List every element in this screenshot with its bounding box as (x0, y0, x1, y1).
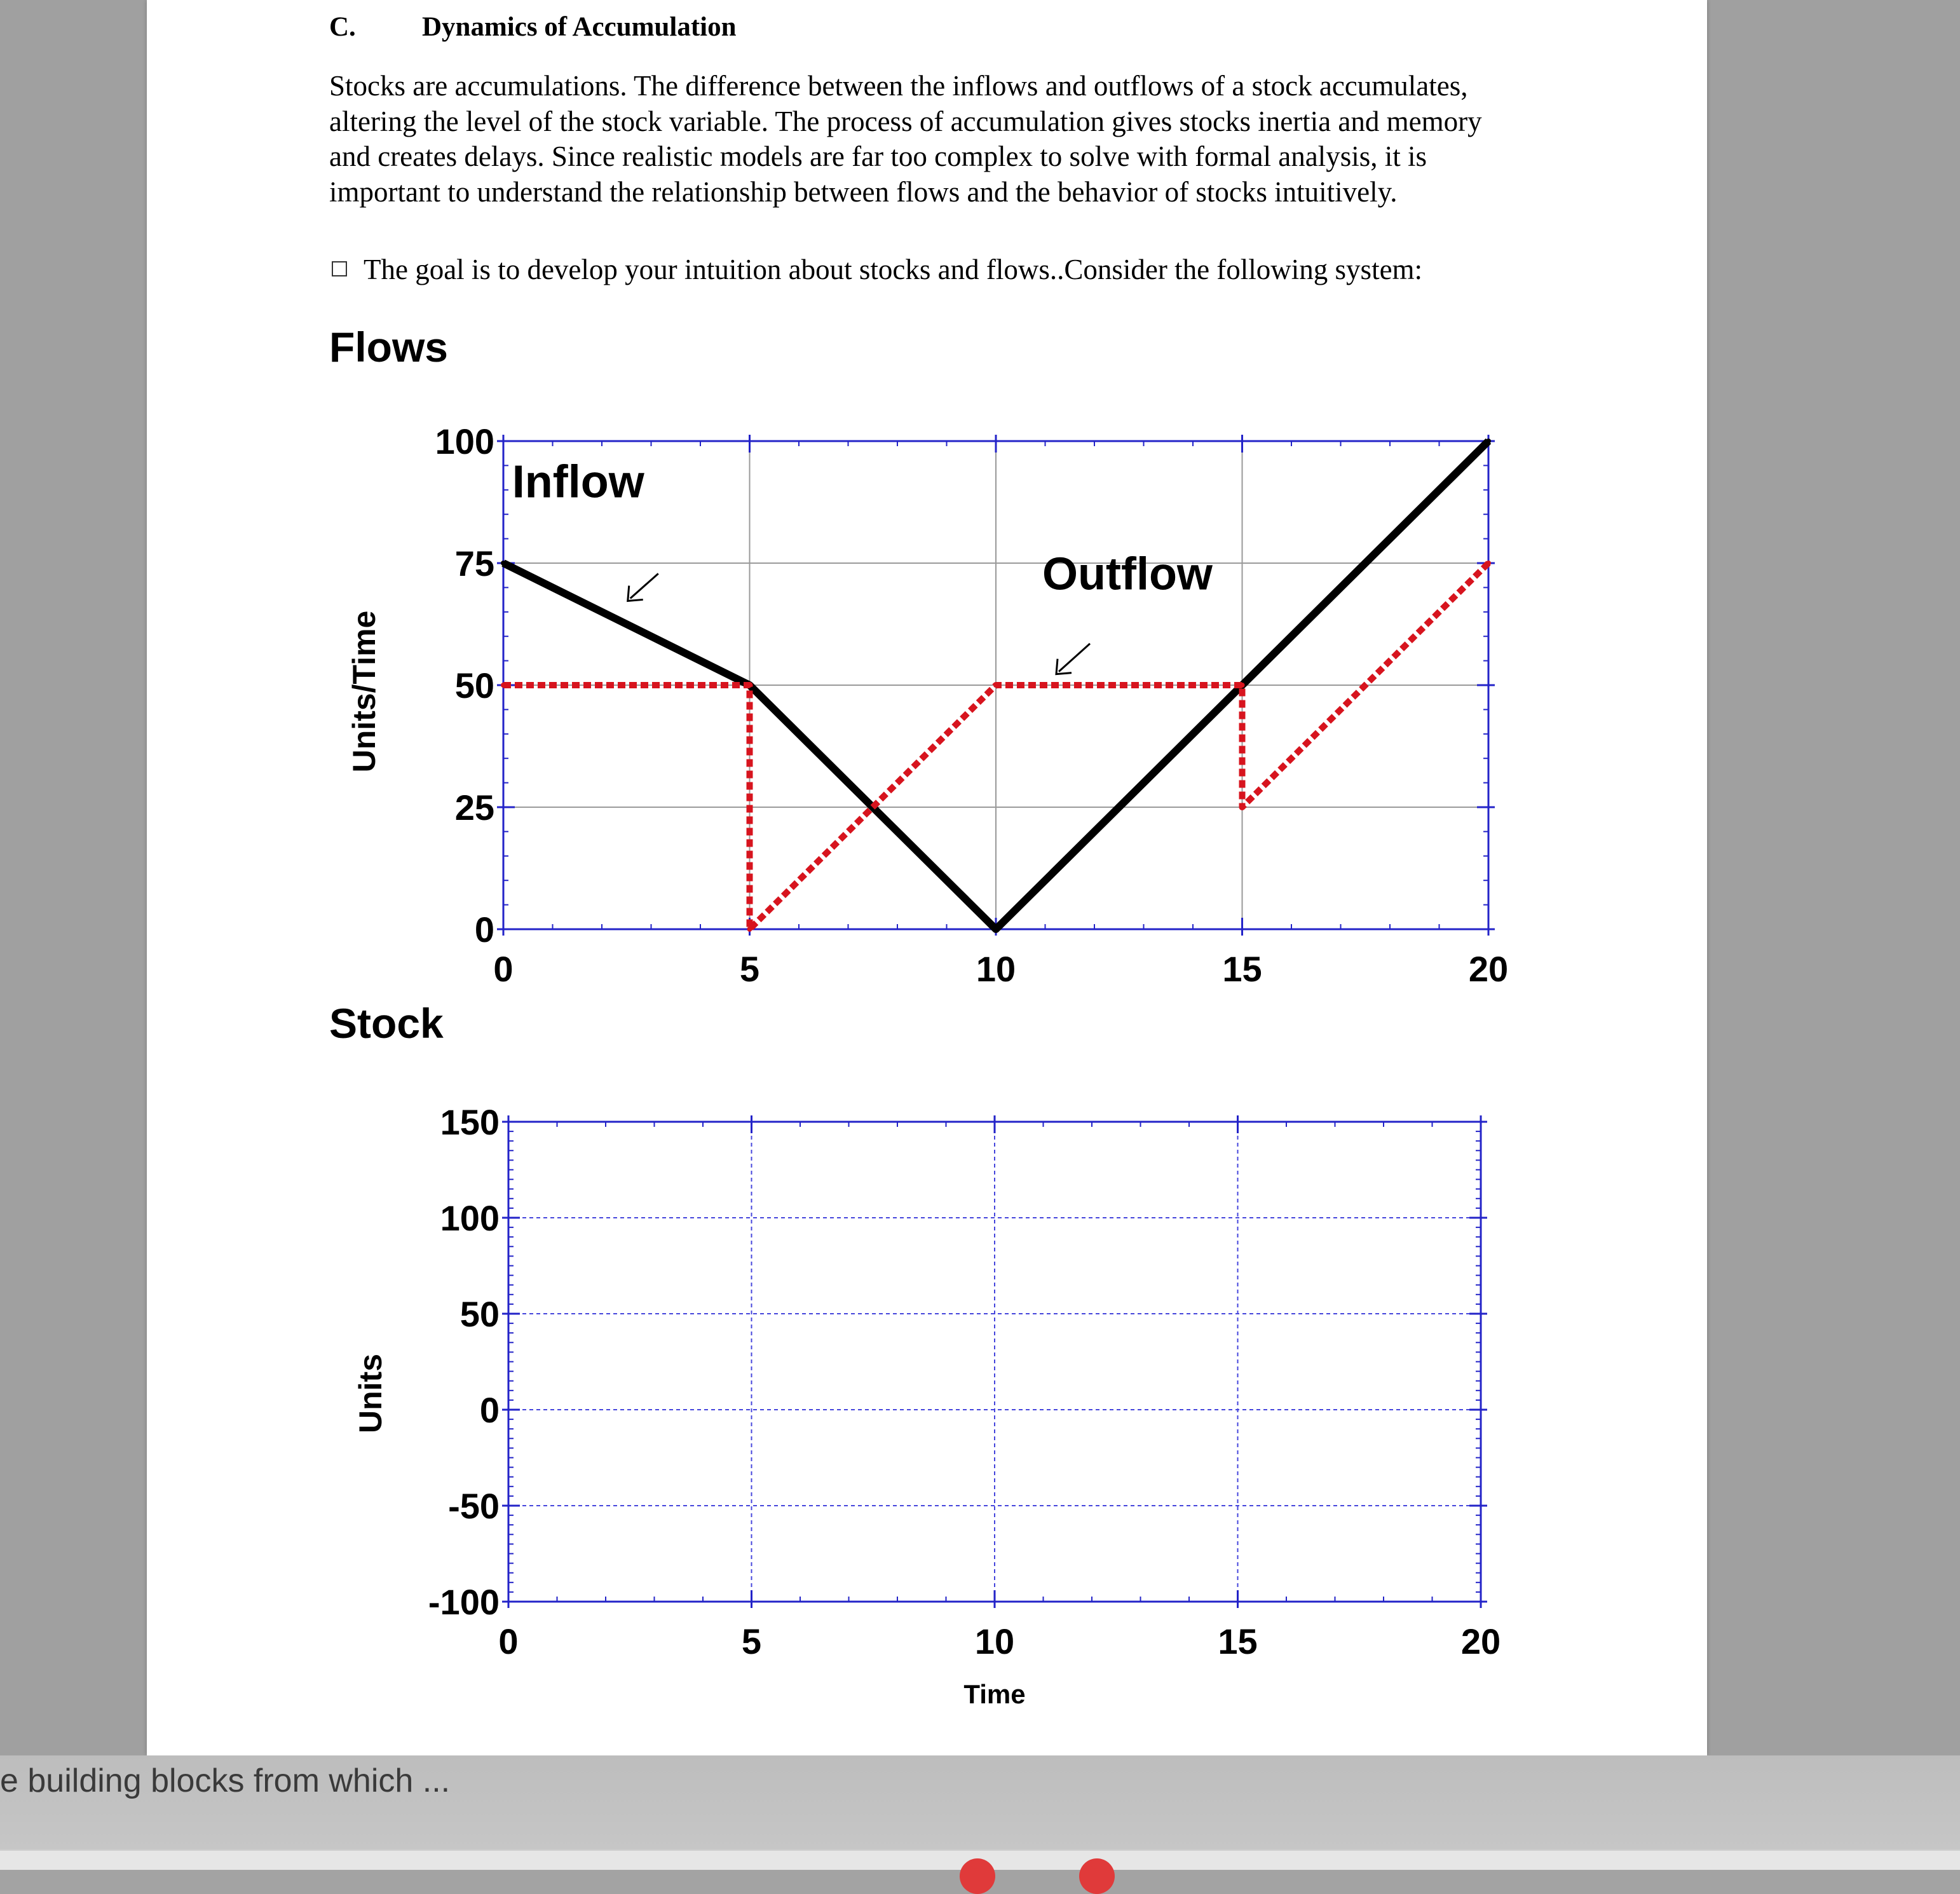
outflow-point (501, 683, 506, 688)
inflow-point (501, 561, 506, 566)
y-tick-label: 100 (440, 1198, 500, 1238)
outflow-point (747, 927, 752, 932)
red-button-icon[interactable] (1079, 1858, 1115, 1894)
flows-chart (497, 435, 1495, 936)
section-number: C. (329, 12, 356, 42)
annotation-arrow-line (1059, 644, 1090, 672)
y-tick-label: 150 (440, 1102, 500, 1142)
stock-chart-heading: Stock (329, 1000, 444, 1047)
x-tick-label: 10 (976, 949, 1016, 989)
x-tick-label: 0 (493, 949, 514, 989)
y-axis-title: Units (353, 1354, 388, 1433)
x-tick-label: 5 (741, 1621, 762, 1661)
outflow-point (993, 683, 998, 688)
x-tick-label: 15 (1222, 949, 1262, 989)
y-tick-label: 25 (454, 787, 494, 828)
x-tick-label: 20 (1460, 1621, 1501, 1661)
y-tick-label: 75 (454, 543, 494, 583)
y-tick-label: 0 (479, 1390, 500, 1430)
outflow-point (1240, 805, 1245, 810)
inflow-point (1486, 439, 1491, 444)
x-tick-label: 0 (498, 1621, 519, 1661)
outflow-point (1240, 683, 1245, 688)
footer-snippet-text[interactable]: e building blocks from which ... (0, 1762, 451, 1799)
body-paragraph: Stocks are accumulations. The difference between the inflows and outflows of a stock accumulates, altering the level of the stock variable. The process of accumulation gives stocks inertia and memory and creates delays. Since realistic models are far too complex to solve with formal analysis, it is important to understand the relationship between flows and the behavior of stocks intuitively. (329, 70, 1482, 208)
y-tick-label: -50 (448, 1486, 500, 1526)
inflow-annotation: Inflow (512, 456, 644, 508)
y-tick-label: 100 (435, 421, 494, 461)
y-tick-label: 50 (454, 665, 494, 705)
y-axis-title: Units/Time (346, 610, 382, 773)
inflow-point (993, 927, 998, 932)
outflow-point (1486, 561, 1491, 566)
stock-chart (502, 1115, 1487, 1608)
x-tick-label: 15 (1218, 1621, 1258, 1661)
annotation-arrow-line (630, 573, 658, 598)
y-tick-label: -100 (428, 1582, 500, 1622)
section-title: Dynamics of Accumulation (422, 12, 737, 42)
x-axis-title: Time (963, 1679, 1026, 1709)
y-tick-label: 50 (459, 1294, 500, 1334)
bullet-text: The goal is to develop your intuition about stocks and flows..Consider the following system: (364, 254, 1423, 285)
y-tick-label: 0 (474, 910, 494, 950)
x-tick-label: 10 (974, 1621, 1015, 1661)
red-button-icon[interactable] (960, 1858, 995, 1894)
x-tick-label: 5 (739, 949, 760, 989)
outflow-annotation: Outflow (1042, 548, 1213, 600)
outflow-point (747, 683, 752, 688)
flows-chart-heading: Flows (329, 324, 449, 371)
x-tick-label: 20 (1468, 949, 1509, 989)
